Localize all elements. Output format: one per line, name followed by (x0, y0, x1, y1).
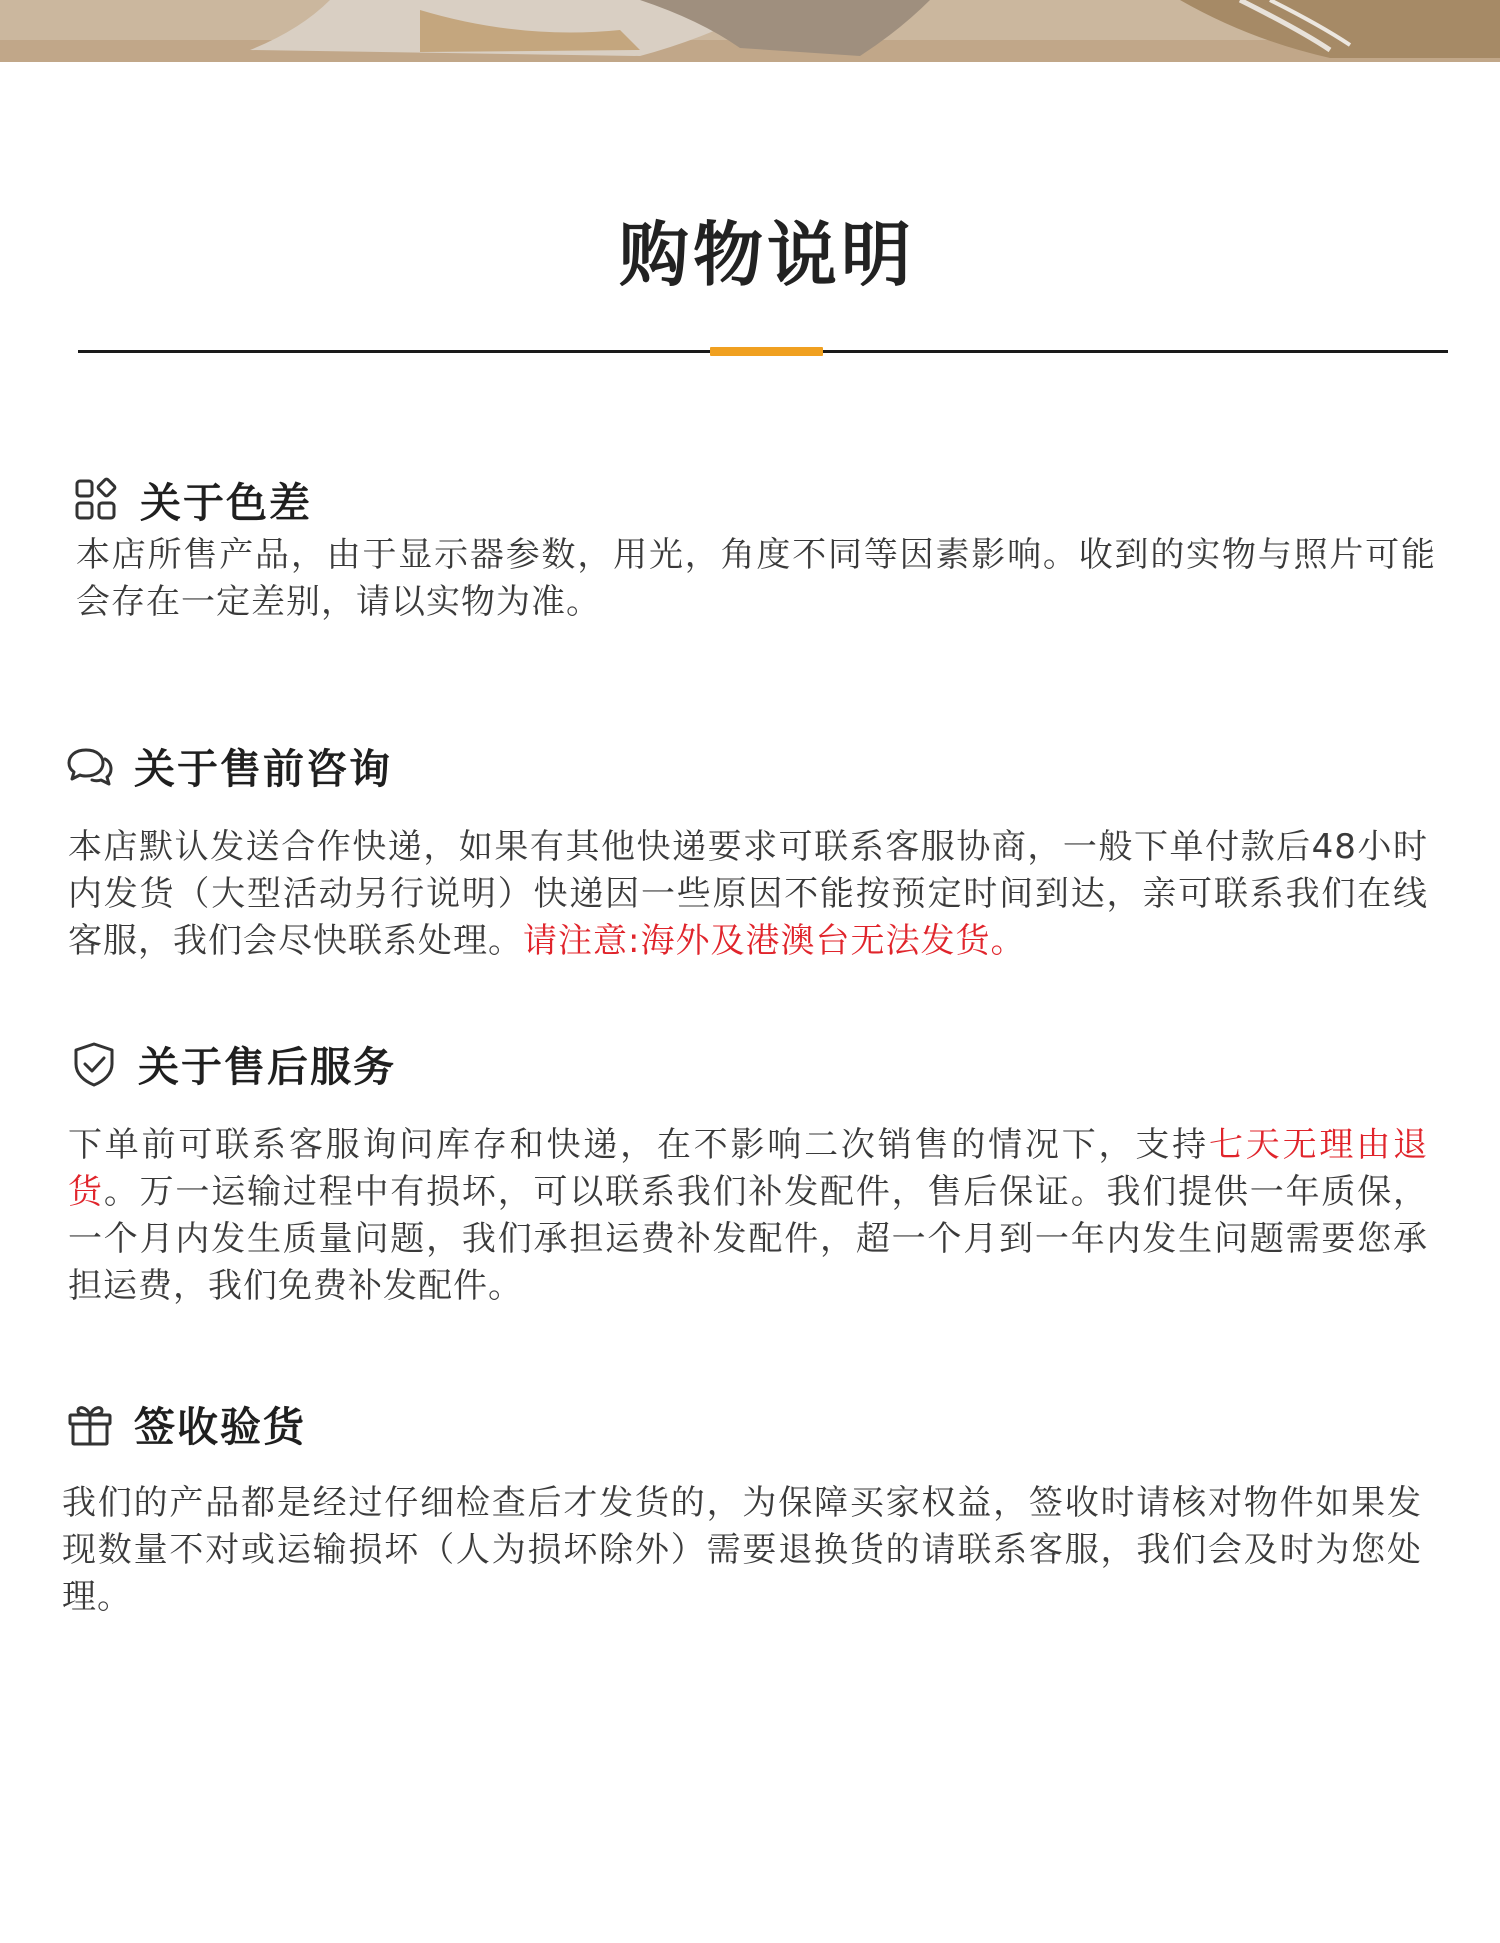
section-aftersale-body-start: 下单前可联系客服询问库存和快递，在不影响二次销售的情况下，支持 (68, 1125, 1209, 1165)
section-aftersale-body-end: 。万一运输过程中有损坏，可以联系我们补发配件，售后保证。我们提供一年质保，一个月内发生质量问题，我们承担运费补发配件，超一个月到一年内发生问题需要您承担运费，我们免费补发配件。 (68, 1172, 1428, 1306)
section-presale-text (68, 824, 1428, 965)
section-presale-body: 本店默认发送合作快递，如果有其他快递要求可联系客服协商，一般下单付款后48小时内发货（大型活动另行说明）快递因一些原因不能按预定时间到达，亲可联系我们在线客服，我们会尽快联系处理。 (68, 827, 1428, 961)
section-aftersale-heading (70, 1034, 396, 1093)
section-inspection-heading (66, 1394, 306, 1453)
product-photo-banner (0, 0, 1500, 62)
section-color-difference-text: 本店所售产品，由于显示器参数，用光，角度不同等因素影响。收到的实物与照片可能会存在一定差别，请以实物为准。 (76, 535, 1436, 622)
section-color-difference-heading (72, 470, 312, 529)
shipping-warning: 请注意:海外及港澳台无法发货。 (523, 921, 1026, 961)
section-presale-heading (66, 736, 392, 795)
page-title: 购物说明 (619, 214, 915, 296)
chat-bubble-icon (66, 742, 114, 790)
section-heading: 关于售前咨询 (134, 745, 392, 793)
section-heading: 关于售后服务 (138, 1043, 396, 1091)
section-inspection-text: 我们的产品都是经过仔细检查后才发货的，为保障买家权益，签收时请核对物件如果发现数量不对或运输损坏（人为损坏除外）需要退换货的请联系客服，我们会及时为您处理。 (62, 1483, 1422, 1617)
section-aftersale-text (68, 1122, 1428, 1310)
grid-icon (72, 476, 120, 524)
shield-check-icon (70, 1040, 118, 1088)
title-divider-accent (710, 347, 823, 356)
section-heading: 签收验货 (134, 1403, 306, 1451)
product-photo (0, 0, 1500, 62)
return-policy-highlight: 七天无理由退货 (68, 1125, 1429, 1212)
gift-icon (66, 1400, 114, 1448)
section-heading: 关于色差 (140, 479, 312, 527)
